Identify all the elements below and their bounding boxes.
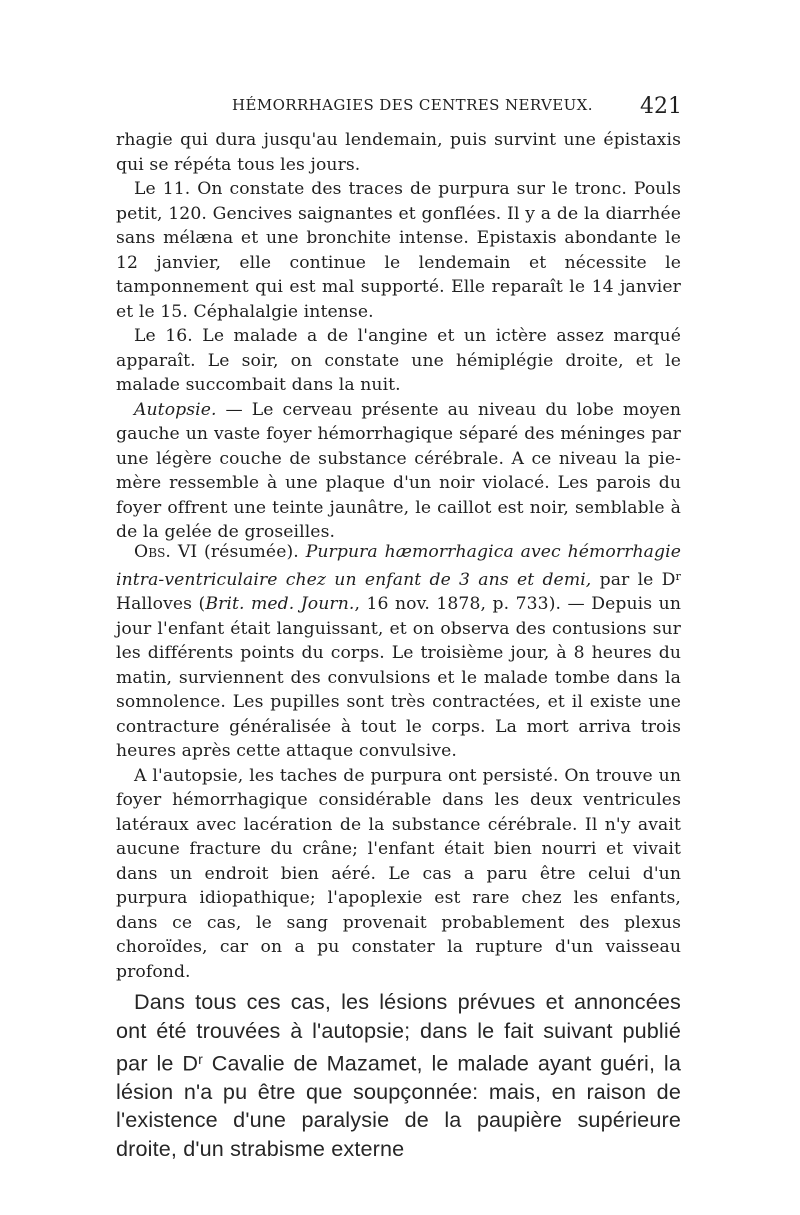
case-continuation — [116, 128, 681, 545]
obs-sup: r — [675, 569, 681, 583]
autopsy-label: Autopsie. — [134, 399, 217, 420]
obs-title: Purpura hæmorrhagica avec hémorrhagie intra-ventriculaire chez un enfant de 3 ans et demi, — [116, 542, 682, 590]
paragraph: Le 11. On constate des traces de purpura sur le tronc. Pouls petit, 120. Gencives saignantes et gonflées. Il y a de la diarrhée sans mélæna et une bronchite intense. Epistaxis abondante le 12 janvier, elle continue le lendemain et nécessite le tamponnement qui est mal supporté. Elle reparaît le 14 janvier et le 15. Céphalalgie intense. — [116, 179, 681, 322]
paragraph: A l'autopsie, les taches de purpura ont persisté. On trouve un foyer hémorrhagique considérable dans les deux ventricules latéraux avec lacération de la substance cérébrale. Il n'y avait aucune fracture du crâne; l'enfant était bien nourri et vivait dans un endroit bien aéré. Le cas a paru être celui d'un purpura idiopathique; l'apoplexie est rare chez les enfants, dans ce cas, le sang provenait probablement des plexus choroïdes, car on a pu constater la rupture d'un vaisseau profond. — [116, 765, 681, 982]
obs-reference-text: , 16 nov. 1878, p. 733). — Depuis un jour l'enfant était languissant, et on observa des contusions sur les différents points du corps. Le troisième jour, à 8 heures du matin, surviennent des convulsions et le malade tombe dans la somnolence. Les pupilles sont très contractées, et il existe une contracture généralisée à tout le corps. La mort arriva trois heures après cette attaque convulsive. — [116, 594, 681, 762]
observation-paragraph — [116, 540, 681, 764]
obs-journal: Brit. med. Journ. — [205, 594, 355, 615]
autopsy-paragraph — [116, 398, 681, 545]
paragraph: Le 16. Le malade a de l'angine et un ictère assez marqué apparaît. Le soir, on constate une hémiplégie droite, et le malade succombait dans la nuit. — [116, 326, 681, 395]
obs-number: VI (résumée). — [171, 542, 306, 562]
observation-vi — [116, 540, 681, 984]
paragraph — [116, 988, 681, 1163]
text-after: Cavalie de Mazamet, le malade ayant guéri, la lésion n'a pu être que soupçonnée: mais, en raison de l'existence d'une paralysie de la paupière supérieure droite, d'un strabisme externe — [116, 1050, 682, 1161]
obs-label: Obs. — [134, 542, 171, 562]
page-number: 421 — [640, 94, 682, 119]
obs-by: par le D — [591, 569, 676, 590]
large-print-paragraph — [116, 988, 681, 1163]
autopsy-text: — Le cerveau présente au niveau du lobe moyen gauche un vaste foyer hémorrhagique séparé des méninges par une légère couche de substance cérébrale. A ce niveau la pie-mère ressemble à une plaque d'un noir violacé. Les parois du foyer offrent une teinte jaunâtre, le caillot est noir, semblable à de la gelée de groseilles. — [116, 399, 681, 542]
paragraph: rhagie qui dura jusqu'au lendemain, puis survint une épistaxis qui se répéta tous les jours. — [116, 130, 681, 175]
text-before: Dans tous ces cas, les lésions prévues et annoncées ont été trouvées à l'autopsie; dans le fait suivant publié par le D — [116, 989, 681, 1076]
obs-author: Halloves ( — [116, 594, 206, 615]
doctor-sup: r — [198, 1051, 203, 1067]
running-head: HÉMORRHAGIES DES CENTRES NERVEUX. — [232, 96, 593, 114]
